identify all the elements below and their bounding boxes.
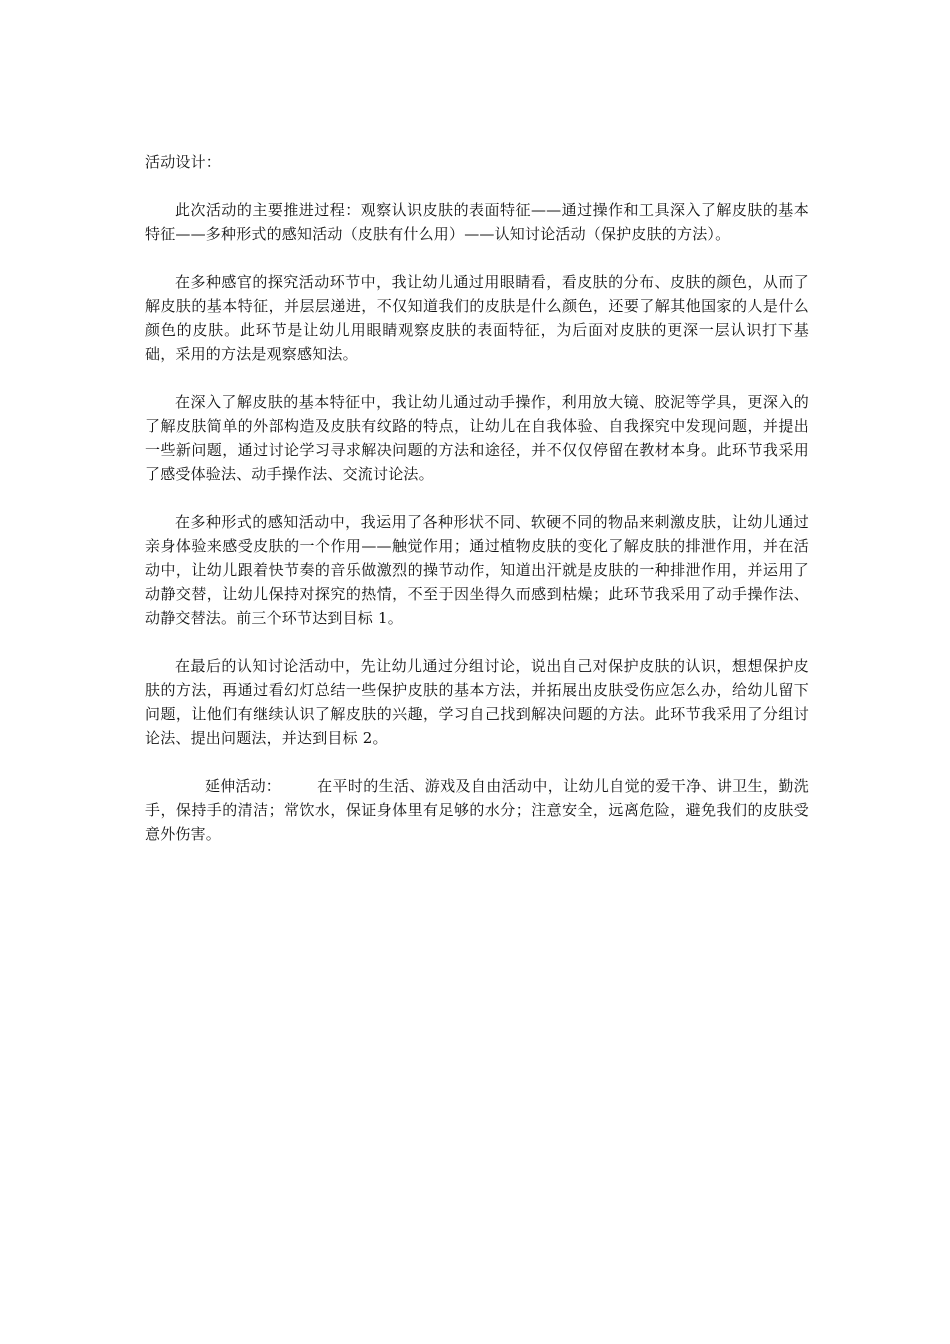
paragraph-features: 在深入了解皮肤的基本特征中，我让幼儿通过动手操作，利用放大镜、胶泥等学具，更深入的了解皮肤简单的外部构造及皮肤有纹路的特点，让幼儿在自我体验、自我探究中发现问题，并提出一些新问题，通过讨论学习寻求解决问题的方法和途径，并不仅仅停留在教材本身。此环节我采用了感受体验法、动手操作法、交流讨论法。 xyxy=(145,393,809,483)
paragraph-extension xyxy=(145,774,809,846)
extension-label: 延伸活动： xyxy=(205,777,282,795)
paragraph-overview: 此次活动的主要推进过程：观察认识皮肤的表面特征——通过操作和工具深入了解皮肤的基本特征——多种形式的感知活动（皮肤有什么用）——认知讨论活动（保护皮肤的方法）。 xyxy=(145,201,809,243)
document-body xyxy=(145,150,809,870)
paragraph-perception: 在多种形式的感知活动中，我运用了各种形状不同、软硬不同的物品来刺激皮肤，让幼儿通过亲身体验来感受皮肤的一个作用——触觉作用；通过植物皮肤的变化了解皮肤的排泄作用，并在活动中，让幼儿跟着快节奏的音乐做激烈的操节动作，知道出汗就是皮肤的一种排泄作用，并运用了动静交替，让幼儿保持对探究的热情，不至于因坐得久而感到枯燥；此环节我采用了动手操作法、动静交替法。前三个环节达到目标 1。 xyxy=(145,513,809,627)
paragraph-discussion: 在最后的认知讨论活动中，先让幼儿通过分组讨论，说出自己对保护皮肤的认识，想想保护皮肤的方法，再通过看幻灯总结一些保护皮肤的基本方法，并拓展出皮肤受伤应怎么办，给幼儿留下问题，让他们有继续认识了解皮肤的兴趣，学习自己找到解决问题的方法。此环节我采用了分组讨论法、提出问题法，并达到目标 2。 xyxy=(145,657,809,747)
paragraph-senses: 在多种感官的探究活动环节中，我让幼儿通过用眼睛看，看皮肤的分布、皮肤的颜色，从而了解皮肤的基本特征，并层层递进，不仅知道我们的皮肤是什么颜色，还要了解其他国家的人是什么颜色的皮肤。此环节是让幼儿用眼睛观察皮肤的表面特征，为后面对皮肤的更深一层认识打下基础，采用的方法是观察感知法。 xyxy=(145,273,809,363)
section-heading: 活动设计： xyxy=(145,153,222,171)
extension-text: 在平时的生活、游戏及自由活动中，让幼儿自觉的爱干净、讲卫生，勤洗手，保持手的清洁；常饮水，保证身体里有足够的水分；注意安全，远离危险，避免我们的皮肤受意外伤害。 xyxy=(145,777,809,843)
